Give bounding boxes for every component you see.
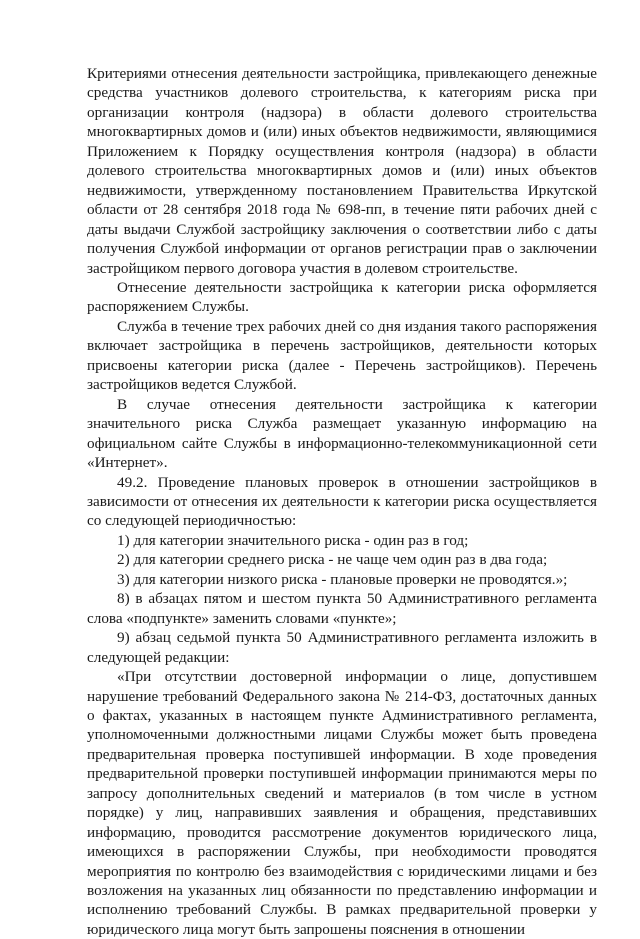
paragraph-developer-list: Служба в течение трех рабочих дней со дня издания такого распоряжения включает застройщика в перечень застройщиков, деятельности которых присвоены категории риска (далее - Перечень застройщиков). Перечень застройщиков ведется Службой. (87, 317, 597, 394)
paragraph-49-2: 49.2. Проведение плановых проверок в отношении застройщиков в зависимости от отнесения их деятельности к категории риска осуществляется со следующей периодичностью: (87, 473, 597, 530)
paragraph-item-8: 8) в абзацах пятом и шестом пункта 50 Административного регламента слова «подпункте» заменить словами «пункте»; (87, 590, 597, 627)
document-page (87, 64, 597, 939)
list-item-medium-risk: 2) для категории среднего риска - не чаще чем один раз в два года; (117, 551, 548, 569)
paragraph-risk-order: Отнесение деятельности застройщика к категории риска оформляется распоряжением Службы. (87, 278, 597, 316)
paragraph-new-wording: «При отсутствии достоверной информации о лице, допустившем нарушение требований Федерального закона № 214-ФЗ, достаточных данных о фактах, указанных в настоящем пункте Административного регламента, уполномоченными должностными лицами Службы может быть проведена предварительная проверка поступившей информации. В ходе проведения предварительной проверки поступившей информации принимаются меры по запросу дополнительных сведений и материалов (в том числе в устном порядке) у лиц, направивших заявления и обращения, представивших информацию, проводится рассмотрение документов юридического лица, имеющихся в распоряжении Службы, при необходимости проводятся мероприятия по контролю без взаимодействия с юридическими лицами и без возложения на указанных лиц обязанности по представлению информации и исполнению требований Службы. В рамках предварительной проверки у юридического лица могут быть запрошены пояснения в отношении (87, 668, 597, 938)
paragraph-significant-risk-publication: В случае отнесения деятельности застройщика к категории значительного риска Служба размещает указанную информацию на официальном сайте Службы в информационно-телекоммуникационной сети «Интернет». (87, 395, 597, 472)
paragraph-item-9: 9) абзац седьмой пункта 50 Административного регламента изложить в следующей редакции: (87, 629, 597, 666)
list-item-low-risk: 3) для категории низкого риска - плановые проверки не проводятся.»; (117, 570, 568, 588)
paragraph-risk-criteria: Критериями отнесения деятельности застройщика, привлекающего денежные средства участников долевого строительства, к категориям риска при организации контроля (надзора) в области долевого строительства многоквартирных домов и (или) иных объектов недвижимости, являющимися Приложением к Порядку осуществления контроля (надзора) в области долевого строительства многоквартирных домов и (или) иных объектов недвижимости, утвержденному постановлением Правительства Иркутской области от 28 сентября 2018 года № 698-пп, в течение пяти рабочих дней с даты выдачи Службой застройщику заключения о соответствии либо с даты получения Службой информации от органов регистрации прав о заключении застройщиком первого договора участия в долевом строительстве. (87, 65, 597, 277)
list-item-significant-risk: 1) для категории значительного риска - один раз в год; (117, 531, 469, 549)
